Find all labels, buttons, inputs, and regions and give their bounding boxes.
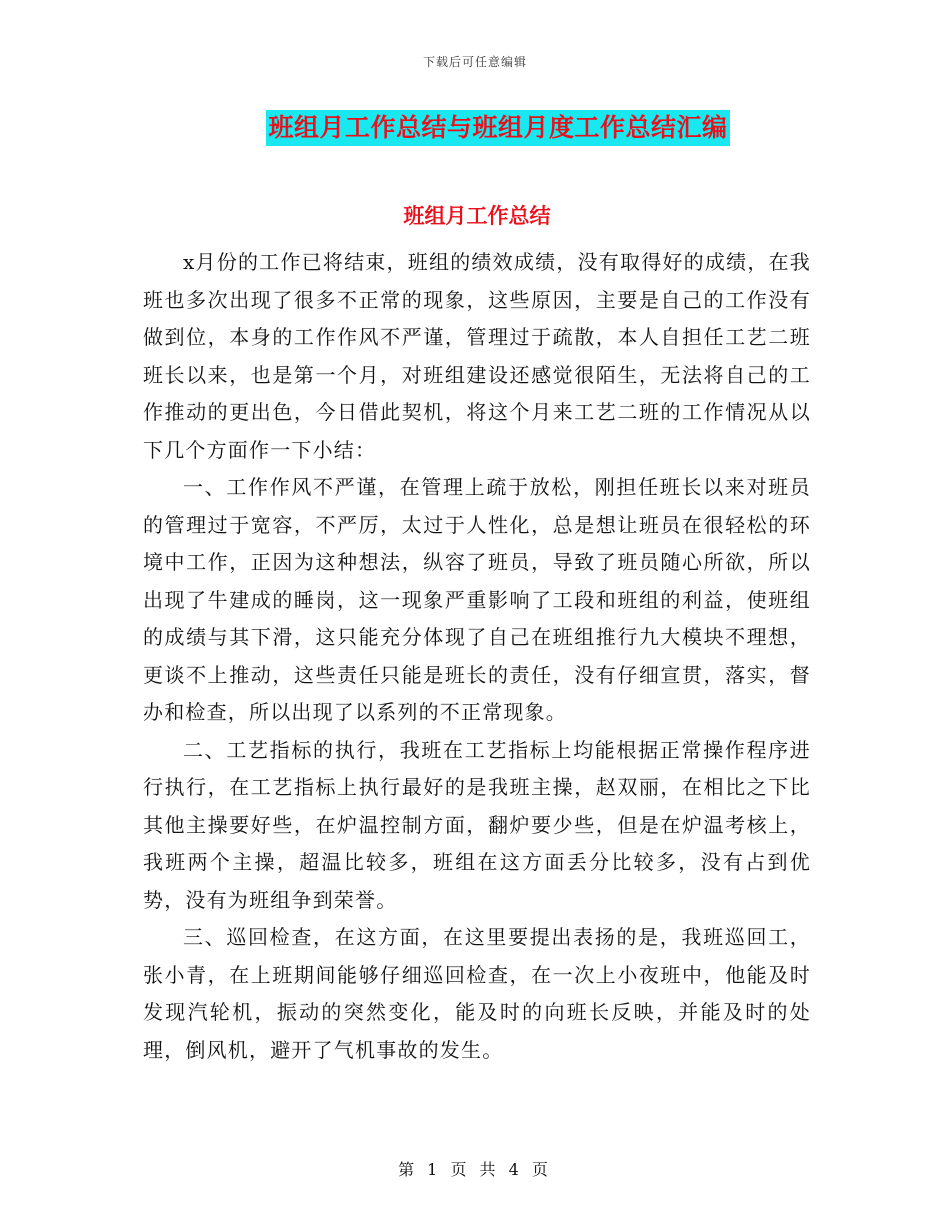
paragraph-work-style: 一、工作作风不严谨，在管理上疏于放松，刚担任班长以来对班员的管理过于宽容，不严厉，太过于人性化，总是想让班员在很轻松的环境中工作，正因为这种想法，纵容了班员，导致了班员随心所欲，所以出现了牛建成的睡岗，这一现象严重影响了工段和班组的利益，使班组的成绩与其下滑，这只能充分体现了自己在班组推行九大模块不理想，更谈不上推动，这些责任只能是班长的责任，没有仔细宣贯，落实，督办和检查，所以出现了以系列的不正常现象。 (143, 475, 811, 724)
paragraph-intro: x月份的工作已将结束，班组的绩效成绩，没有取得好的成绩，在我班也多次出现了很多不正常的现象，这些原因，主要是自己的工作没有做到位，本身的工作作风不严谨，管理过于疏散，本人自担任工艺二班班长以来，也是第一个月，对班组建设还感觉很陌生，无法将自己的工作推动的更出色，今日借此契机，将这个月来工艺二班的工作情况从以下几个方面作一下小结： (143, 250, 811, 462)
section-title: 班组月工作总结 (403, 203, 551, 228)
document-body (143, 244, 811, 1069)
paragraph-process-indicators: 二、工艺指标的执行，我班在工艺指标上均能根据正常操作程序进行执行，在工艺指标上执行最好的是我班主操，赵双丽，在相比之下比其他主操要好些，在炉温控制方面，翻炉要少些，但是在炉温考核上，我班两个主操，超温比较多，班组在这方面丢分比较多，没有占到优势，没有为班组争到荣誉。 (143, 737, 811, 912)
main-title: 班组月工作总结与班组月度工作总结汇编 (266, 110, 729, 146)
paragraph-patrol-inspection: 三、巡回检查，在这方面，在这里要提出表扬的是，我班巡回工，张小青，在上班期间能够仔细巡回检查，在一次上小夜班中，他能及时发现汽轮机，振动的突然变化，能及时的向班长反映，并能及时的处理，倒风机，避开了气机事故的发生。 (143, 925, 811, 1062)
main-title-container (0, 110, 950, 146)
page-footer: 第 1 页 共 4 页 (398, 1160, 552, 1179)
header-note: 下载后可任意编辑 (422, 55, 527, 69)
